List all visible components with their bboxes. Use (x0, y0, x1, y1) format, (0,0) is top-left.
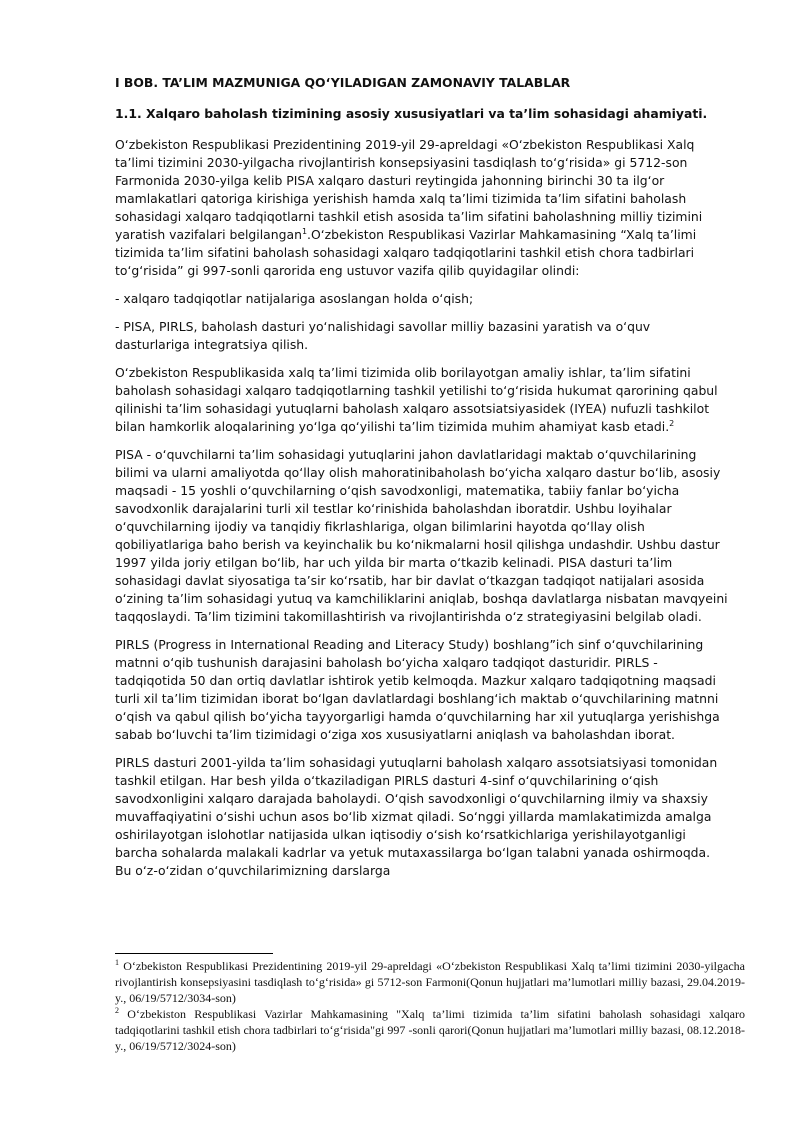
footnote-2-number: 2 (115, 1006, 119, 1015)
document-body (115, 74, 728, 890)
paragraph-4: PIRLS (Progress in International Reading and Literacy Study) boshlang”ich sinf o‘quvchilarining matnni o‘qib tushunish darajasini baholash bo‘yicha xalqaro tadqiqot dasturidir. PIRLS - tadqiqotida 50 dan ortiq davlatlar ishtirok yetib kelmoqda. Mazkur xalqaro tadqiqotning maqsadi turli xil ta’lim tizimidan iborat bo‘lgan davlatlardagi boshlang‘ich maktab o‘quvchilarining matnni o‘qish va qabul qilish bo‘yicha tayyorgarligi hamda o‘quvchilarning har xil yutuqlarga yerishishga sabab bo‘luvchi ta’lim tizimidagi o‘ziga xos xususiyatlarni aniqlash va baholashdan iborat. (115, 637, 720, 742)
footnote-separator (115, 953, 273, 954)
paragraph-3: PISA - o‘quvchilarni ta’lim sohasidagi yutuqlarini jahon davlatlaridagi maktab o‘quvchilarining bilimi va ularni amaliyotda qo‘llay olish mahoratinibaholash bo‘yicha xalqaro dastur bo‘lib, asosiy maqsadi - 15 yoshli o‘quvchilarning o‘qish savodxonligi, matematika, tabiiy fanlar bo‘yicha savodxonlik darajalarini turli xil testlar ko‘rinishida baholashdan iboratdir. Ushbu loyihalar o‘quvchilarning ijodiy va tanqidiy fikrlashlariga, olgan bilimlarini hayotda qo‘llay olish qobiliyatlariga baho berish va keyinchalik bu ko‘nikmalarni hosil qilishga undashdir. Ushbu dastur 1997 yilda joriy etilgan bo‘lib, har uch yilda bir marta o‘tkazib kelinadi. PISA dasturi ta’lim sohasidagi davlat siyosatiga ta’sir ko‘rsatib, har bir davlat o‘tkazgan tadqiqot natijalari asosida o‘zining ta’lim sohasidagi yutuq va kamchiliklarini aniqlab, boshqa davlatlarga nisbatan mavqyeini taqqoslaydi. Ta’lim tizimini takomillashtirish va rivojlantirishda o‘z strategiyasini belgilab oladi. (115, 447, 728, 624)
paragraph-1 (115, 136, 728, 280)
list-item-2: - PISA, PIRLS, baholash dasturi yo‘nalishidagi savollar milliy bazasini yaratish va o‘quv dasturlariga integratsiya qilish. (115, 319, 651, 352)
list-item-1: - xalqaro tadqiqotlar natijalariga asoslangan holda o‘qish; (115, 291, 474, 306)
footnote-ref-1[interactable]: 1 (301, 226, 308, 236)
paragraph-1-text: O‘zbekiston Respublikasi Prezidentining 2019-yil 29-apreldagi «O‘zbekiston Respublikasi Xalq ta’limi tizimini 2030-yilgacha rivojlantirish konsepsiyasini tasdiqlash to‘g‘risida» gi 5712-son Farmonida 2030-yilga kelib PISA xalqaro dasturi reytingida jahonning birinchi 30 ta ilg‘or mamlakatlari qatoriga kirishiga yerishish hamda xalq ta’limi tizimida ta’lim sifatini baholash sohasidagi xalqaro tadqiqotlarni tashkil etish asosida ta’lim sifatini baholashning milliy tizimini yaratish vazifalari belgilangan (115, 137, 703, 242)
footnote-1-text: O‘zbekiston Respublikasi Prezidentining 2019-yil 29-apreldagi «O‘zbekiston Respublikasi Xalq ta’limi tizimini 2030-yilgacha rivojlantirish konsepsiyasini tasdiqlash to‘g‘risida» gi 5712-son Farmoni(Qonun hujjatlari ma’lumotlari milliy bazasi, 29.04.2019-y., 06/19/5712/3034-son) (115, 959, 745, 1005)
footnotes (115, 958, 745, 1054)
paragraph-2-text: O‘zbekiston Respublikasida xalq ta’limi tizimida olib borilayotgan amaliy ishlar, ta’lim sifatini baholash sohasidagi xalqaro tadqiqotlarning tashkil yetilishi to‘g‘risida hukumat qarorining qabul qilinishi ta’lim sohasidagi yutuqlarni baholash xalqaro assotsiatsiyasidek (IYEA) nufuzli tashkilot bilan hamkorlik aloqalarining yo‘lga qo‘yilishi ta’lim tizimida muhim ahamiyat kasb etadi. (115, 365, 718, 434)
footnote-2 (115, 1006, 745, 1054)
paragraph-1-text-continued: .O‘zbekiston Respublikasi Vazirlar Mahkamasining “Xalq ta’limi tizimida ta’lim sifatini baholash sohasidagi xalqaro tadqiqotlarini tashkil etish chora tadbirlari to‘g‘risida” gi 997-sonli qarorida eng ustuvor vazifa qilib quyidagilar olindi: (115, 227, 697, 278)
footnote-2-text: O‘zbekiston Respublikasi Vazirlar Mahkamasining "Xalq ta’limi tizimida ta’lim sifatini baholash sohasidagi xalqaro tadqiqotlarini tashkil etish chora tadbirlari to‘g‘risida"gi 997 -sonli qarori(Qonun hujjatlari ma’lumotlari milliy bazasi, 08.12.2018-y., 06/19/5712/3024-son) (115, 1007, 745, 1053)
footnote-1-number: 1 (115, 958, 119, 967)
footnote-1 (115, 958, 745, 1006)
footnote-ref-2[interactable]: 2 (669, 418, 675, 428)
chapter-heading: I BOB. TA’LIM MAZMUNIGA QO‘YILADIGAN ZAMONAVIY TALABLAR (115, 75, 571, 90)
paragraph-2 (115, 364, 728, 436)
section-heading: 1.1. Xalqaro baholash tizimining asosiy xususiyatlari va ta’lim sohasidagi ahamiyati. (115, 106, 708, 121)
paragraph-5: PIRLS dasturi 2001-yilda ta’lim sohasidagi yutuqlarni baholash xalqaro assotsiatsiyasi tomonidan tashkil etilgan. Har besh yilda o‘tkaziladigan PIRLS dasturi 4-sinf o‘quvchilarining o‘qish savodxonligini xalqaro darajada baholaydi. O‘qish savodxonligi o‘quvchilarning ilmiy va shaxsiy muvaffaqiyatini o‘sishi uchun asos bo‘lib xizmat qiladi. So‘nggi yillarda mamlakatimizda amalga oshirilayotgan islohotlar natijasida ulkan iqtisodiy o‘sish ko‘rsatkichlariga yerishilayotganligi barcha sohalarda malakali kadrlar va yetuk mutaxassilarga bo‘lgan talabni yanada oshirmoqda. Bu o‘z-o‘zidan o‘quvchilarimizning darslarga (115, 755, 718, 878)
